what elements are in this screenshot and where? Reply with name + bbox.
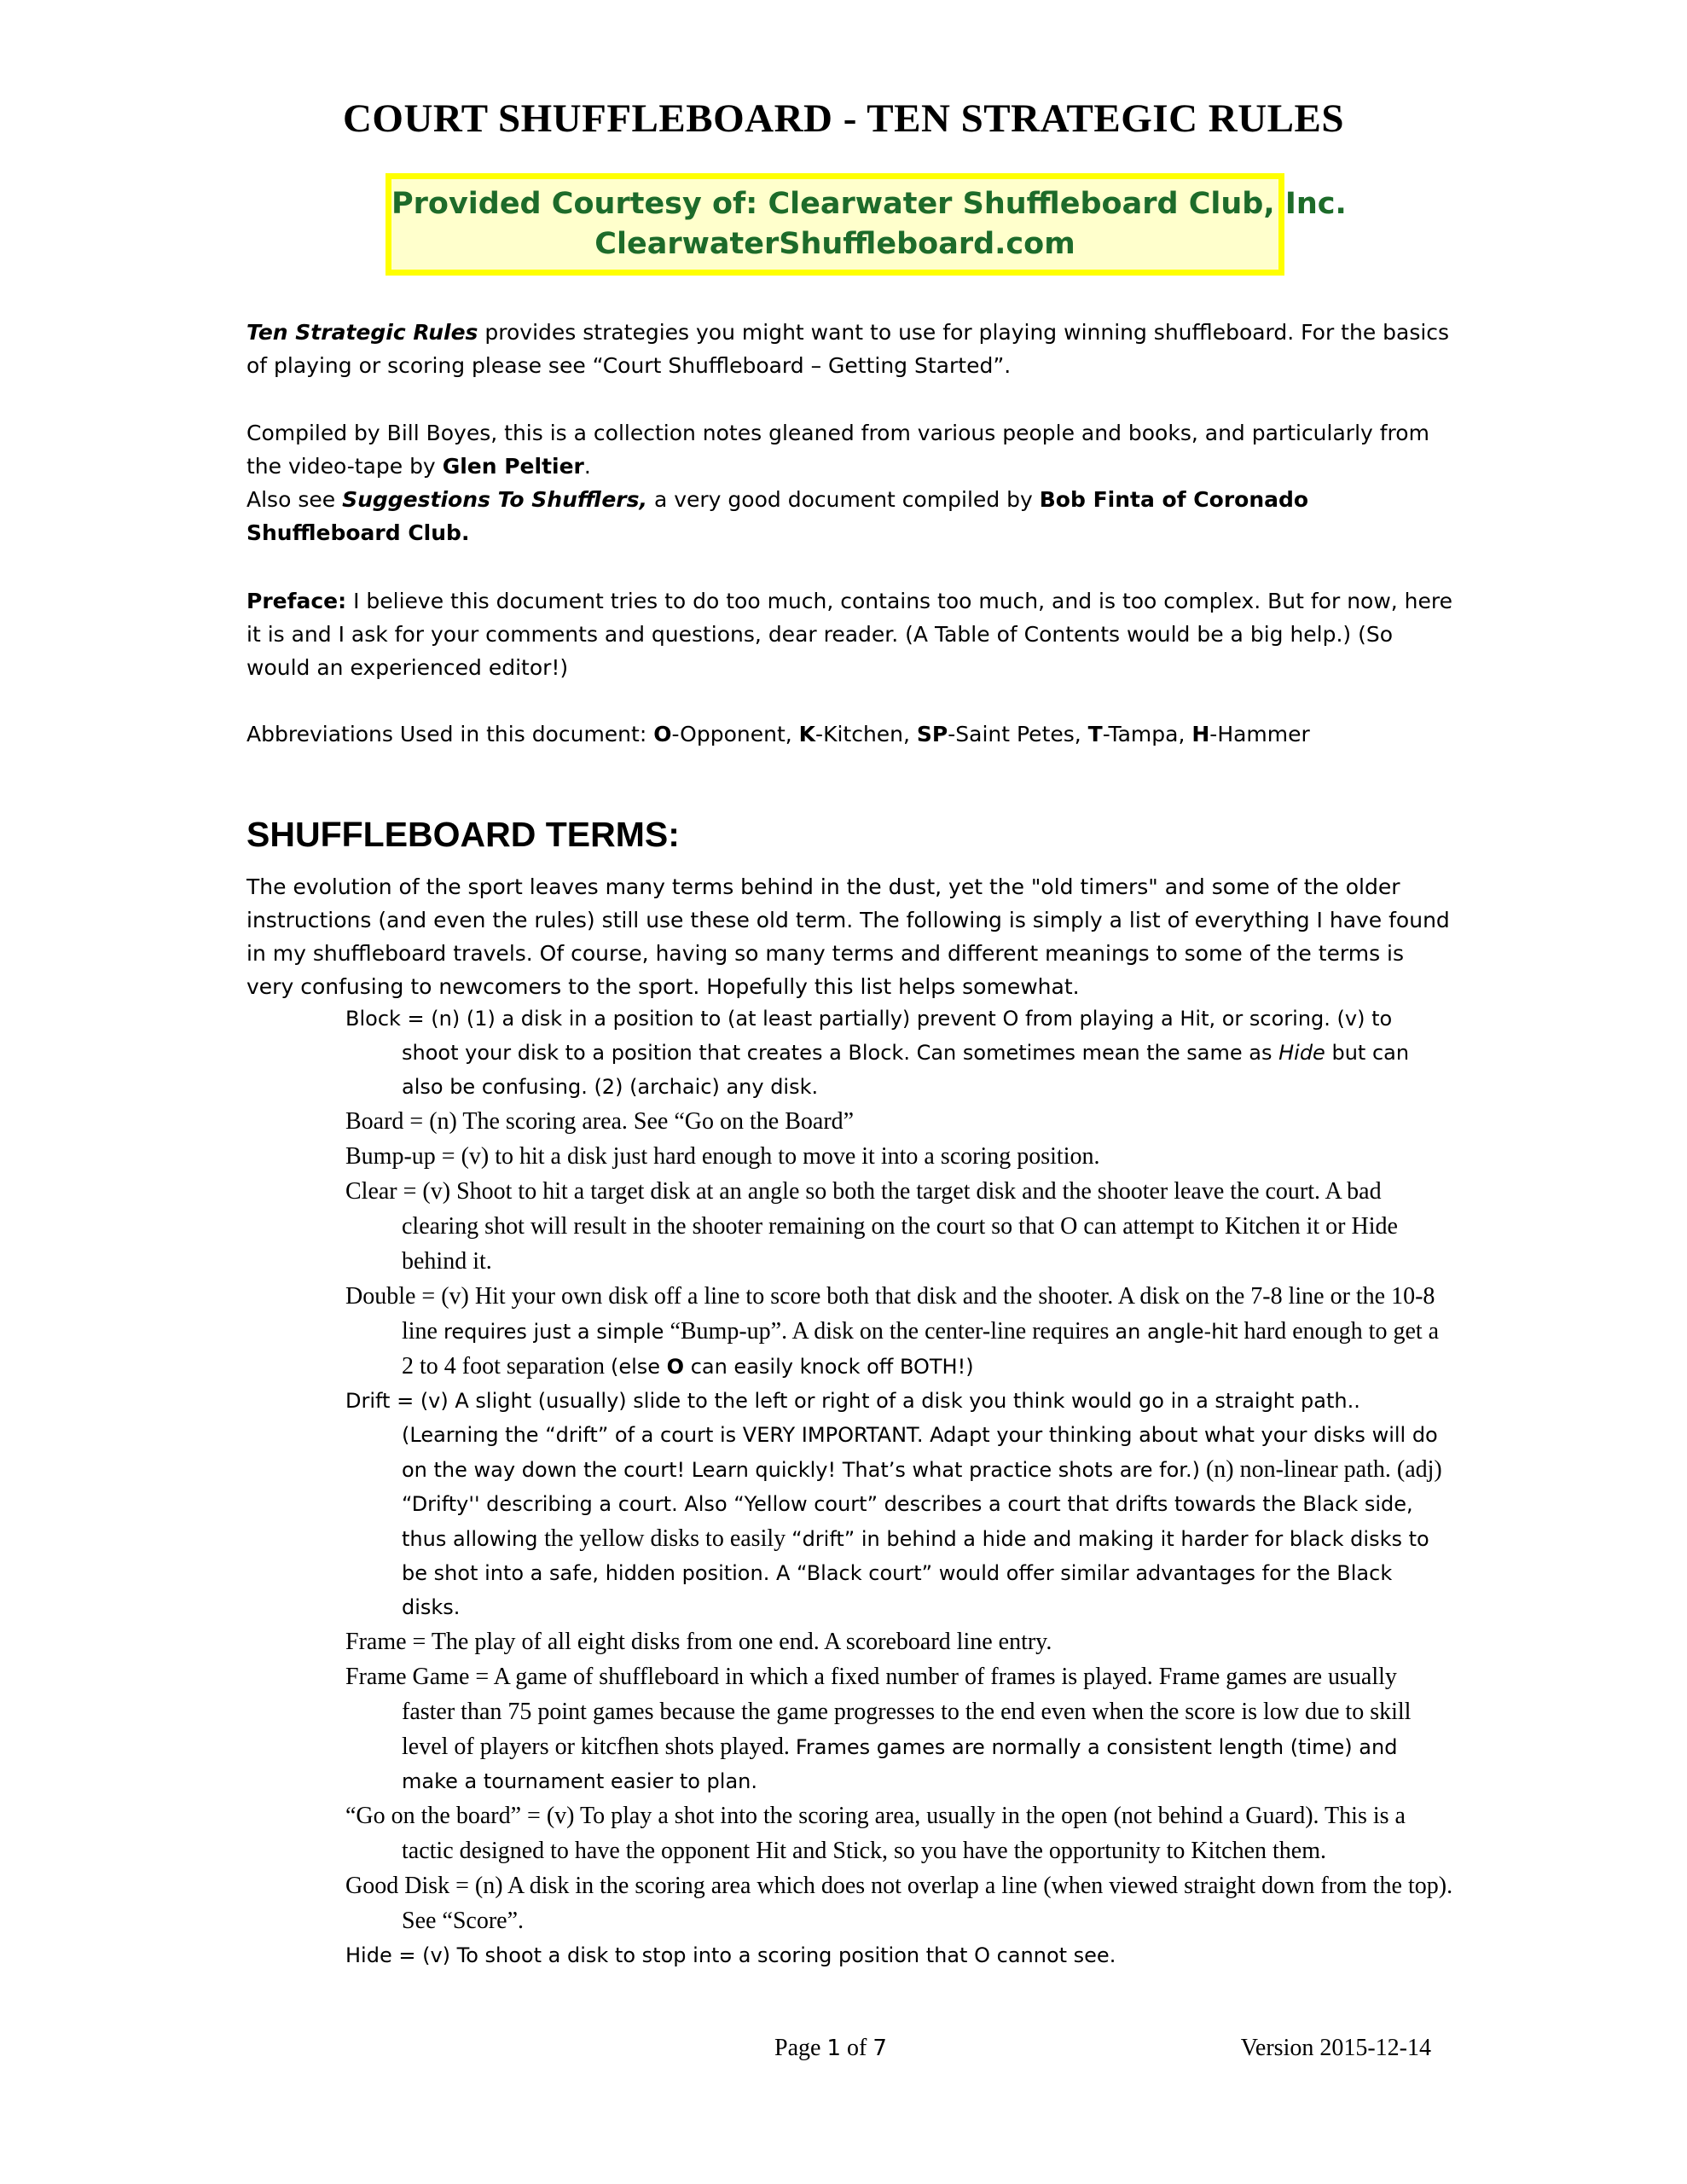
abbrev-key: O [653,722,672,746]
page-label: Page [774,2035,827,2061]
term-drift [345,1385,1454,1626]
abbrev-key: SP [916,722,948,746]
abbreviations-lead: Abbreviations Used in this document: [246,722,654,746]
term-double-text-2: requires just a simple [443,1320,664,1344]
term-good-disk-text: Good Disk = (n) A disk in the scoring area which does not overlap a line (when viewed straight down from the top). See “Score”. [345,1873,1453,1934]
abbrev-value: -Opponent, [671,722,799,746]
term-go-on-board [345,1800,1454,1870]
compiled-text: Compiled by Bill Boyes, this is a collection notes gleaned from various people and books, and particularly from the video-tape by [246,421,1429,479]
preface-paragraph [246,584,1458,684]
term-frame-game [345,1661,1454,1800]
term-bump-up [345,1141,1454,1176]
term-block-hide: Hide [1278,1041,1325,1065]
intro-paragraph [246,316,1458,382]
term-drift-text-3: “Drifty'' describing a court. Also “Yellow court” describes a court that drifts towards the Black side, thus allowing [402,1492,1413,1551]
abbrev-key: K [798,722,816,746]
term-drift-text: Drift = (v) A slight (usually) slide to the left or right of a disk you think would go in a straight path.. (Learning the “drift” of a court is VERY IMPORTANT. Adapt your thinking about what your disks will do on the way down the court! Learn quickly! That’s what practice shots are for.) [345,1389,1438,1482]
term-hide-text: Hide = (v) To shoot a disk to stop into a scoring position that O cannot see. [345,1943,1116,1967]
term-frame-text: Frame = The play of all eight disks from one end. A scoreboard line entry. [345,1629,1052,1655]
abbrev-key: T [1087,722,1103,746]
term-go-on-board-text: “Go on the board” = (v) To play a shot into the scoring area, usually in the open (not behind a Guard). This is a tactic designed to have the opponent Hit and Stick, so you have the opportunity to Kitchen them. [345,1803,1406,1864]
term-double-text-7: can easily knock off BOTH!) [684,1355,974,1379]
term-good-disk [345,1870,1454,1940]
see-also-author: Bob Finta of Coronado Shuffleboard Club. [246,487,1309,545]
preface-text: I believe this document tries to do too much, contains too much, and is too complex. But for now, here it is and I ask for your comments and questions, dear reader. (A Table of Contents would be a big help.) (So would an experienced editor!) [246,589,1453,680]
term-drift-text-4: the yellow disks to easily [544,1525,792,1552]
term-hide [345,1940,1454,1974]
term-clear-text: Clear = (v) Shoot to hit a target disk at an angle so both the target disk and the shooter leave the court. A bad clearing shot will result in the shooter remaining on the court so that O can attempt to Kitchen it or Hide behind it. [345,1178,1398,1275]
term-board-text: Board = (n) The scoring area. See “Go on the Board” [345,1108,855,1135]
page-total: 7 [872,2036,887,2061]
page-current: 1 [826,2036,841,2061]
section-heading-terms: SHUFFLEBOARD TERMS: [246,815,680,854]
term-double-text-5: hard enough to get a 2 to 4 foot separation [402,1318,1440,1380]
abbrev-key: H [1191,722,1210,746]
term-double-o: O [666,1355,685,1379]
abbreviations-line [246,717,1458,751]
term-block [345,1003,1454,1106]
term-frame-game-text-2: Frames games are normally a consistent length (time) and make a tournament easier to plan. [402,1735,1398,1793]
page-number [774,2035,887,2062]
courtesy-banner [386,173,1347,276]
compiled-paragraph [246,416,1458,549]
see-also-text-2: a very good document compiled by [647,487,1040,512]
term-bump-up-text: Bump-up = (v) to hit a disk just hard enough to move it into a scoring position. [345,1143,1100,1170]
intro-title: Ten Strategic Rules [246,320,478,345]
term-double-text-6: (else [610,1355,667,1379]
see-also-title: Suggestions To Shufflers, [342,487,648,512]
term-clear [345,1176,1454,1281]
term-double [345,1281,1454,1385]
term-double-text: Double = (v) Hit your own disk off a line to score both that disk and the shooter. A disk on the 7-8 line or the 10-8 line [345,1283,1435,1345]
intro-text: provides strategies you might want to use for playing winning shuffleboard. For the basics of playing or scoring please see “Court Shuffleboard – Getting Started”. [246,320,1450,378]
compiled-period: . [583,454,591,479]
term-board [345,1106,1454,1141]
term-frame-game-text: Frame Game = A game of shuffleboard in which a fixed number of frames is played. Frame games are usually faster than 75 point games because the game progresses to the end even when the score is low due to skill level of players or kitcfhen shots played. [345,1664,1412,1760]
abbrev-value: -Hammer [1209,722,1310,746]
term-block-text-2: but can also be confusing. (2) (archaic) any disk. [402,1041,1410,1099]
term-drift-text-5: “drift” in behind a hide and making it harder for black disks to be shot into a safe, hidden position. A “Black court” would offer similar advantages for the Black disks. [402,1527,1429,1619]
term-block-text: Block = (n) (1) a disk in a position to (at least partially) prevent O from playing a Hit, or scoring. (v) to shoot your disk to a position that creates a Block. Can sometimes mean the same as [345,1007,1393,1065]
terms-intro-paragraph: The evolution of the sport leaves many terms behind in the dust, yet the "old timers" and some of the older instructions (and even the rules) still use these old term. The following is simply a list of everything I have found in my shuffleboard travels. Of course, having so many terms and different meanings to some of the terms is very confusing to newcomers to the sport. Hopefully this list helps somewhat. [246,874,1450,999]
author-name: Glen Peltier [442,454,584,479]
courtesy-line-1: Provided Courtesy of: Clearwater Shuffleboard Club, Inc. [391,187,1347,221]
term-drift-text-2: (n) non-linear path. (adj) [1199,1456,1442,1483]
see-also-text: Also see [246,487,343,512]
version-label: Version 2015-12-14 [1240,2035,1431,2061]
page-title: COURT SHUFFLEBOARD - TEN STRATEGIC RULES [342,96,1344,141]
preface-label: Preface: [246,589,347,613]
page-of: of [840,2035,873,2061]
term-double-text-4: an angle-hit [1115,1320,1238,1344]
abbrev-value: -Saint Petes, [948,722,1088,746]
term-frame [345,1626,1454,1661]
term-double-text-3: “Bump-up”. A disk on the center-line requires [664,1318,1116,1345]
terms-list [345,1003,1454,1974]
abbrev-value: -Tampa, [1102,722,1192,746]
courtesy-line-2: ClearwaterShuffleboard.com [594,227,1075,261]
abbrev-value: -Kitchen, [815,722,917,746]
